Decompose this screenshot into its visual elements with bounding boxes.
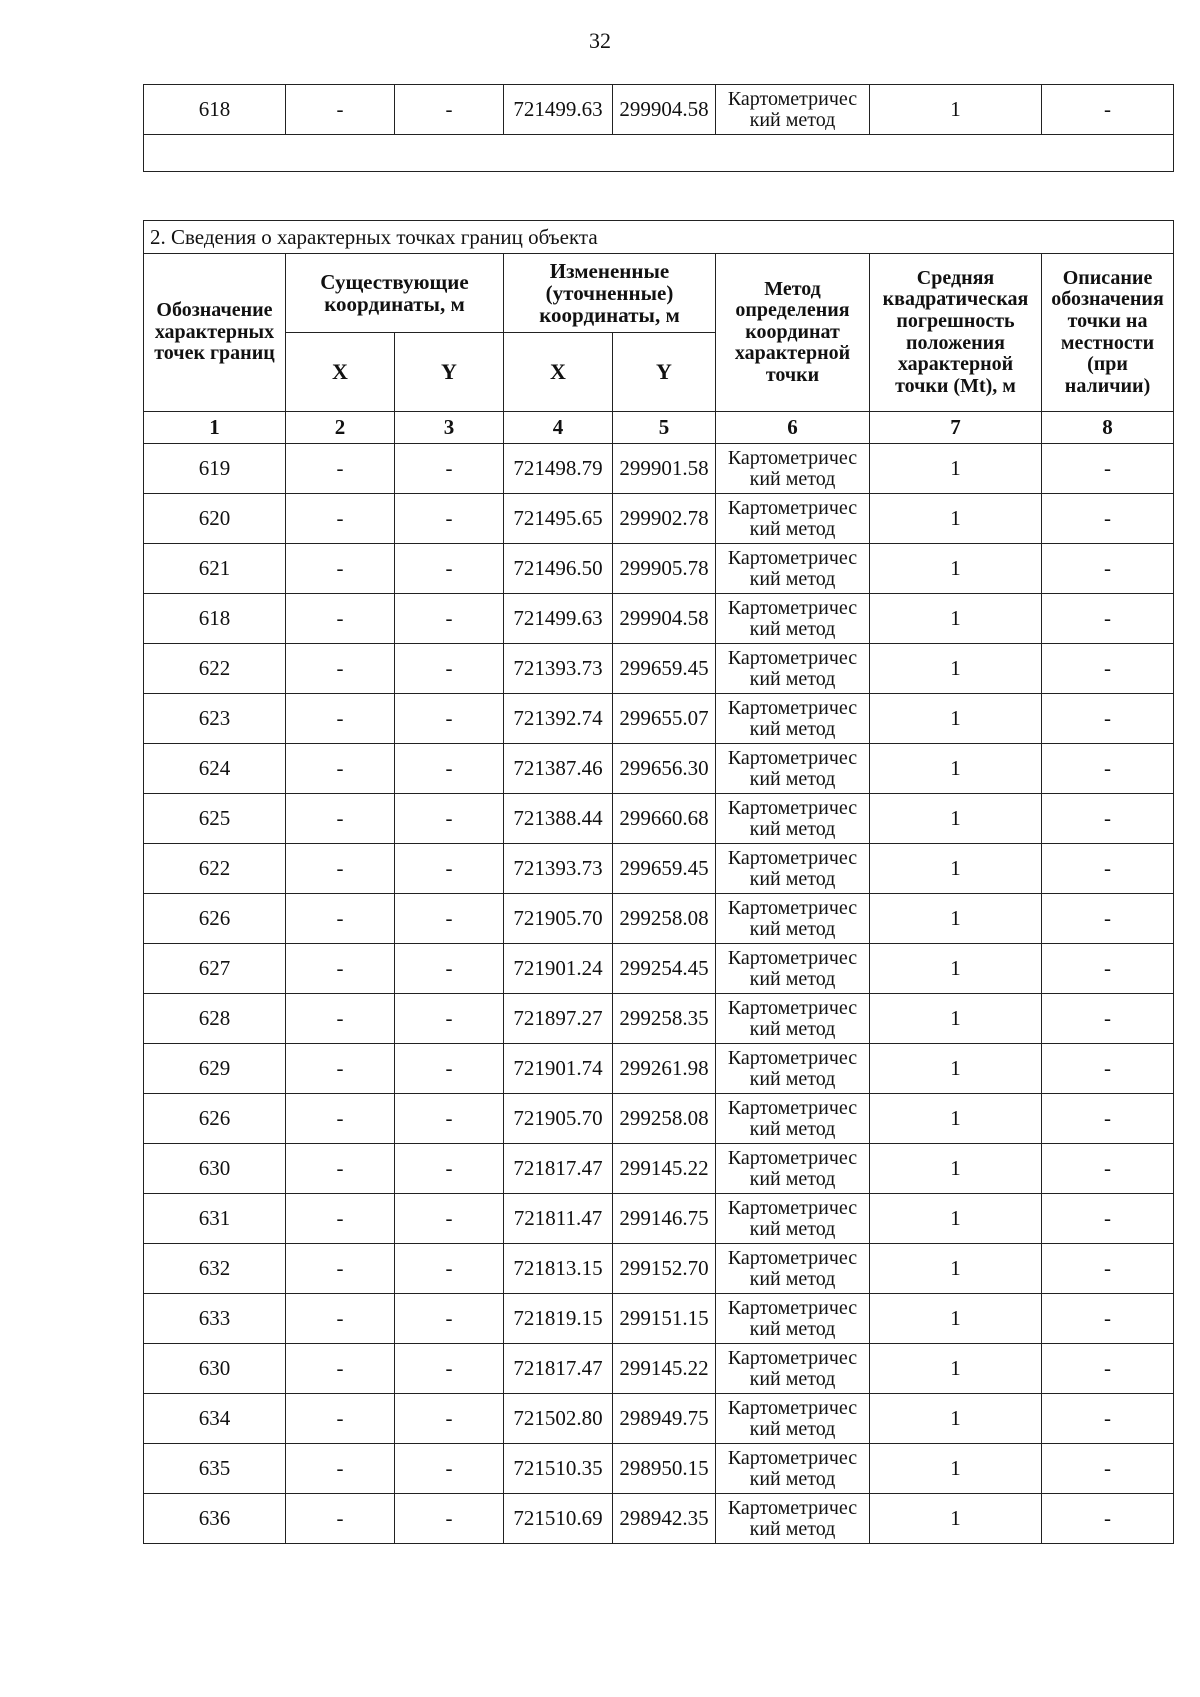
changed-y-cell: 299902.78	[613, 494, 716, 544]
method-cell	[716, 1494, 870, 1544]
method-cell	[716, 1294, 870, 1344]
method-text-line: кий метод	[749, 617, 836, 640]
existing-x-cell: -	[286, 894, 395, 944]
empty-row	[144, 135, 1174, 172]
existing-y-cell: -	[395, 1444, 504, 1494]
existing-x-cell: -	[286, 494, 395, 544]
changed-x-cell: 721499.63	[504, 85, 613, 135]
method-cell	[716, 544, 870, 594]
header-mean-error: Средняя квадратическая погрешность положения характерной точки (Mt), м	[870, 254, 1042, 412]
changed-y-cell: 299151.15	[613, 1294, 716, 1344]
header-method: Метод определения координат характерной точки	[716, 254, 870, 412]
method-text-line: Картометричес	[727, 1497, 858, 1520]
method-cell	[716, 1344, 870, 1394]
method-text-line: кий метод	[749, 717, 836, 740]
table-row	[144, 1044, 1174, 1094]
header-existing-x: X	[286, 333, 395, 412]
method-text-line: Картометричес	[727, 747, 858, 770]
changed-x-cell: 721817.47	[504, 1144, 613, 1194]
method-cell	[716, 844, 870, 894]
mean-error-cell: 1	[870, 994, 1042, 1044]
existing-y-cell: -	[395, 944, 504, 994]
existing-y-cell: -	[395, 744, 504, 794]
mean-error-cell: 1	[870, 894, 1042, 944]
existing-y-cell: -	[395, 1394, 504, 1444]
method-cell	[716, 594, 870, 644]
existing-x-cell: -	[286, 794, 395, 844]
changed-y-cell: 299660.68	[613, 794, 716, 844]
column-number: 4	[504, 412, 613, 444]
existing-x-cell: -	[286, 744, 395, 794]
method-text-line: кий метод	[749, 1317, 836, 1340]
point-designation-cell: 636	[144, 1494, 286, 1544]
method-text-line: кий метод	[749, 1367, 836, 1390]
description-cell: -	[1042, 1394, 1174, 1444]
changed-x-cell: 721897.27	[504, 994, 613, 1044]
point-designation-cell: 635	[144, 1444, 286, 1494]
mean-error-cell: 1	[870, 85, 1042, 135]
changed-y-cell: 299901.58	[613, 444, 716, 494]
point-designation-cell: 622	[144, 644, 286, 694]
changed-y-cell: 299904.58	[613, 85, 716, 135]
point-designation-cell: 622	[144, 844, 286, 894]
method-text-line: кий метод	[749, 517, 836, 540]
table-row	[144, 744, 1174, 794]
point-designation-cell: 627	[144, 944, 286, 994]
table-row	[144, 1244, 1174, 1294]
changed-y-cell: 299261.98	[613, 1044, 716, 1094]
changed-x-cell: 721817.47	[504, 1344, 613, 1394]
method-cell	[716, 1394, 870, 1444]
table-row	[144, 844, 1174, 894]
method-text-line: Картометричес	[727, 947, 858, 970]
point-designation-cell: 630	[144, 1344, 286, 1394]
existing-x-cell: -	[286, 694, 395, 744]
table-caption: 2. Сведения о характерных точках границ объекта	[144, 221, 1174, 254]
changed-x-cell: 721905.70	[504, 894, 613, 944]
existing-x-cell: -	[286, 594, 395, 644]
mean-error-cell: 1	[870, 1444, 1042, 1494]
table-row	[144, 794, 1174, 844]
method-cell	[716, 1194, 870, 1244]
existing-x-cell: -	[286, 1094, 395, 1144]
description-cell: -	[1042, 85, 1174, 135]
mean-error-cell: 1	[870, 694, 1042, 744]
method-text-line: кий метод	[749, 1267, 836, 1290]
description-cell: -	[1042, 1344, 1174, 1394]
table-row	[144, 1094, 1174, 1144]
method-cell	[716, 1094, 870, 1144]
page-number: 32	[589, 28, 611, 53]
point-designation-cell: 626	[144, 894, 286, 944]
method-text-line: Картометричес	[727, 1097, 858, 1120]
description-cell: -	[1042, 1194, 1174, 1244]
method-text-line: Картометричес	[727, 997, 858, 1020]
mean-error-cell: 1	[870, 1294, 1042, 1344]
description-cell: -	[1042, 1244, 1174, 1294]
changed-y-cell: 299258.35	[613, 994, 716, 1044]
changed-x-cell: 721819.15	[504, 1294, 613, 1344]
table-row	[144, 644, 1174, 694]
table-row	[144, 1344, 1174, 1394]
method-cell	[716, 794, 870, 844]
method-cell	[716, 444, 870, 494]
existing-y-cell: -	[395, 85, 504, 135]
description-cell: -	[1042, 544, 1174, 594]
changed-x-cell: 721499.63	[504, 594, 613, 644]
description-cell: -	[1042, 1494, 1174, 1544]
method-text-line: Картометричес	[727, 1297, 858, 1320]
method-text-line: кий метод	[749, 817, 836, 840]
column-number: 2	[286, 412, 395, 444]
existing-x-cell: -	[286, 1244, 395, 1294]
method-text-line: Картометричес	[727, 88, 858, 111]
mean-error-cell: 1	[870, 444, 1042, 494]
mean-error-cell: 1	[870, 794, 1042, 844]
method-text-line: кий метод	[749, 108, 836, 131]
table-row	[144, 1194, 1174, 1244]
header-changed-x: X	[504, 333, 613, 412]
changed-y-cell: 299904.58	[613, 594, 716, 644]
description-cell: -	[1042, 844, 1174, 894]
existing-x-cell: -	[286, 1444, 395, 1494]
point-designation-cell: 632	[144, 1244, 286, 1294]
method-cell	[716, 644, 870, 694]
table-row	[144, 594, 1174, 644]
mean-error-cell: 1	[870, 544, 1042, 594]
mean-error-cell: 1	[870, 1044, 1042, 1094]
method-cell	[716, 944, 870, 994]
existing-x-cell: -	[286, 1344, 395, 1394]
method-text-line: Картометричес	[727, 897, 858, 920]
point-designation-cell: 631	[144, 1194, 286, 1244]
method-text-line: кий метод	[749, 967, 836, 990]
point-designation-cell: 619	[144, 444, 286, 494]
table-row	[144, 694, 1174, 744]
existing-y-cell: -	[395, 844, 504, 894]
mean-error-cell: 1	[870, 1394, 1042, 1444]
method-text-line: Картометричес	[727, 1247, 858, 1270]
point-designation-cell: 630	[144, 1144, 286, 1194]
method-text-line: Картометричес	[727, 1047, 858, 1070]
description-cell: -	[1042, 744, 1174, 794]
description-cell: -	[1042, 444, 1174, 494]
changed-y-cell: 299659.45	[613, 844, 716, 894]
method-cell	[716, 1244, 870, 1294]
method-text-line: Картометричес	[727, 1347, 858, 1370]
mean-error-cell: 1	[870, 844, 1042, 894]
existing-y-cell: -	[395, 1294, 504, 1344]
method-cell	[716, 1144, 870, 1194]
existing-x-cell: -	[286, 1494, 395, 1544]
changed-y-cell: 298942.35	[613, 1494, 716, 1544]
method-text-line: Картометричес	[727, 797, 858, 820]
boundary-points-table	[143, 220, 1174, 1544]
existing-y-cell: -	[395, 1344, 504, 1394]
mean-error-cell: 1	[870, 594, 1042, 644]
method-text-line: Картометричес	[727, 447, 858, 470]
changed-y-cell: 299254.45	[613, 944, 716, 994]
method-text-line: кий метод	[749, 567, 836, 590]
existing-y-cell: -	[395, 1044, 504, 1094]
method-text-line: кий метод	[749, 1217, 836, 1240]
method-cell	[716, 994, 870, 1044]
header-existing-coordinates: Существующие координаты, м	[286, 254, 504, 333]
changed-y-cell: 299258.08	[613, 1094, 716, 1144]
method-text-line: Картометричес	[727, 1397, 858, 1420]
existing-x-cell: -	[286, 85, 395, 135]
description-cell: -	[1042, 1044, 1174, 1094]
description-cell: -	[1042, 894, 1174, 944]
existing-x-cell: -	[286, 1194, 395, 1244]
method-cell	[716, 1444, 870, 1494]
mean-error-cell: 1	[870, 1344, 1042, 1394]
mean-error-cell: 1	[870, 1244, 1042, 1294]
method-cell	[716, 694, 870, 744]
table-row	[144, 85, 1174, 135]
point-designation-cell: 618	[144, 85, 286, 135]
method-text-line: кий метод	[749, 767, 836, 790]
method-text-line: Картометричес	[727, 847, 858, 870]
method-cell	[716, 894, 870, 944]
point-designation-cell: 621	[144, 544, 286, 594]
point-designation-cell: 620	[144, 494, 286, 544]
changed-y-cell: 299655.07	[613, 694, 716, 744]
method-text-line: Картометричес	[727, 1447, 858, 1470]
mean-error-cell: 1	[870, 744, 1042, 794]
changed-y-cell: 299145.22	[613, 1344, 716, 1394]
changed-x-cell: 721498.79	[504, 444, 613, 494]
method-cell	[716, 1044, 870, 1094]
mean-error-cell: 1	[870, 494, 1042, 544]
changed-x-cell: 721387.46	[504, 744, 613, 794]
changed-x-cell: 721496.50	[504, 544, 613, 594]
column-number: 3	[395, 412, 504, 444]
changed-x-cell: 721901.74	[504, 1044, 613, 1094]
existing-y-cell: -	[395, 594, 504, 644]
existing-y-cell: -	[395, 1494, 504, 1544]
changed-y-cell: 299659.45	[613, 644, 716, 694]
method-text-line: кий метод	[749, 1517, 836, 1540]
changed-y-cell: 298950.15	[613, 1444, 716, 1494]
existing-y-cell: -	[395, 644, 504, 694]
changed-x-cell: 721510.35	[504, 1444, 613, 1494]
changed-x-cell: 721393.73	[504, 844, 613, 894]
method-text-line: кий метод	[749, 1417, 836, 1440]
method-text-line: кий метод	[749, 1467, 836, 1490]
method-text-line: кий метод	[749, 467, 836, 490]
method-text-line: Картометричес	[727, 547, 858, 570]
changed-y-cell: 299656.30	[613, 744, 716, 794]
existing-x-cell: -	[286, 444, 395, 494]
existing-x-cell: -	[286, 994, 395, 1044]
method-text-line: Картометричес	[727, 1197, 858, 1220]
changed-x-cell: 721495.65	[504, 494, 613, 544]
existing-y-cell: -	[395, 794, 504, 844]
method-text-line: кий метод	[749, 1167, 836, 1190]
changed-y-cell: 299146.75	[613, 1194, 716, 1244]
existing-y-cell: -	[395, 894, 504, 944]
method-text-line: Картометричес	[727, 647, 858, 670]
description-cell: -	[1042, 644, 1174, 694]
changed-y-cell: 299152.70	[613, 1244, 716, 1294]
mean-error-cell: 1	[870, 944, 1042, 994]
existing-y-cell: -	[395, 994, 504, 1044]
changed-y-cell: 299258.08	[613, 894, 716, 944]
existing-y-cell: -	[395, 544, 504, 594]
description-cell: -	[1042, 1094, 1174, 1144]
existing-x-cell: -	[286, 1144, 395, 1194]
existing-y-cell: -	[395, 1144, 504, 1194]
changed-x-cell: 721510.69	[504, 1494, 613, 1544]
existing-y-cell: -	[395, 494, 504, 544]
empty-cell	[144, 135, 1174, 172]
existing-x-cell: -	[286, 1394, 395, 1444]
point-designation-cell: 629	[144, 1044, 286, 1094]
header-existing-y: Y	[395, 333, 504, 412]
point-designation-cell: 626	[144, 1094, 286, 1144]
method-text-line: Картометричес	[727, 697, 858, 720]
method-cell	[716, 494, 870, 544]
method-text-line: кий метод	[749, 1067, 836, 1090]
changed-y-cell: 299905.78	[613, 544, 716, 594]
column-number: 6	[716, 412, 870, 444]
changed-x-cell: 721388.44	[504, 794, 613, 844]
existing-y-cell: -	[395, 1194, 504, 1244]
description-cell: -	[1042, 594, 1174, 644]
method-cell	[716, 85, 870, 135]
description-cell: -	[1042, 794, 1174, 844]
table-row	[144, 444, 1174, 494]
changed-x-cell: 721811.47	[504, 1194, 613, 1244]
table-row	[144, 544, 1174, 594]
table-row	[144, 494, 1174, 544]
header-point-designation: Обозначение характерных точек границ	[144, 254, 286, 412]
point-designation-cell: 633	[144, 1294, 286, 1344]
changed-x-cell: 721905.70	[504, 1094, 613, 1144]
changed-x-cell: 721502.80	[504, 1394, 613, 1444]
method-text-line: Картометричес	[727, 497, 858, 520]
table-row	[144, 1494, 1174, 1544]
changed-x-cell: 721813.15	[504, 1244, 613, 1294]
table-row	[144, 894, 1174, 944]
existing-x-cell: -	[286, 844, 395, 894]
column-number: 7	[870, 412, 1042, 444]
mean-error-cell: 1	[870, 1494, 1042, 1544]
existing-x-cell: -	[286, 944, 395, 994]
existing-y-cell: -	[395, 444, 504, 494]
header-changed-coordinates: Измененные (уточненные) координаты, м	[504, 254, 716, 333]
description-cell: -	[1042, 944, 1174, 994]
method-text-line: кий метод	[749, 667, 836, 690]
point-designation-cell: 625	[144, 794, 286, 844]
method-text-line: кий метод	[749, 1017, 836, 1040]
header-description: Описание обозначения точки на местности (при наличии)	[1042, 254, 1174, 412]
header-changed-y: Y	[613, 333, 716, 412]
table-row	[144, 944, 1174, 994]
changed-y-cell: 299145.22	[613, 1144, 716, 1194]
existing-x-cell: -	[286, 1294, 395, 1344]
description-cell: -	[1042, 1444, 1174, 1494]
point-designation-cell: 624	[144, 744, 286, 794]
description-cell: -	[1042, 1294, 1174, 1344]
description-cell: -	[1042, 1144, 1174, 1194]
existing-x-cell: -	[286, 644, 395, 694]
changed-x-cell: 721392.74	[504, 694, 613, 744]
mean-error-cell: 1	[870, 1194, 1042, 1244]
table-row	[144, 1444, 1174, 1494]
existing-x-cell: -	[286, 544, 395, 594]
method-text-line: кий метод	[749, 867, 836, 890]
changed-x-cell: 721901.24	[504, 944, 613, 994]
existing-y-cell: -	[395, 1094, 504, 1144]
point-designation-cell: 634	[144, 1394, 286, 1444]
table-row	[144, 1294, 1174, 1344]
method-text-line: кий метод	[749, 917, 836, 940]
mean-error-cell: 1	[870, 1094, 1042, 1144]
mean-error-cell: 1	[870, 1144, 1042, 1194]
existing-x-cell: -	[286, 1044, 395, 1094]
point-designation-cell: 628	[144, 994, 286, 1044]
description-cell: -	[1042, 994, 1174, 1044]
method-text-line: кий метод	[749, 1117, 836, 1140]
changed-y-cell: 298949.75	[613, 1394, 716, 1444]
column-number: 5	[613, 412, 716, 444]
point-designation-cell: 623	[144, 694, 286, 744]
changed-x-cell: 721393.73	[504, 644, 613, 694]
column-number: 8	[1042, 412, 1174, 444]
continued-points-table	[143, 84, 1174, 172]
mean-error-cell: 1	[870, 644, 1042, 694]
table-row	[144, 1394, 1174, 1444]
point-designation-cell: 618	[144, 594, 286, 644]
table-row	[144, 1144, 1174, 1194]
description-cell: -	[1042, 494, 1174, 544]
method-cell	[716, 744, 870, 794]
method-text-line: Картометричес	[727, 1147, 858, 1170]
method-text-line: Картометричес	[727, 597, 858, 620]
existing-y-cell: -	[395, 1244, 504, 1294]
description-cell: -	[1042, 694, 1174, 744]
existing-y-cell: -	[395, 694, 504, 744]
column-number: 1	[144, 412, 286, 444]
table-row	[144, 994, 1174, 1044]
